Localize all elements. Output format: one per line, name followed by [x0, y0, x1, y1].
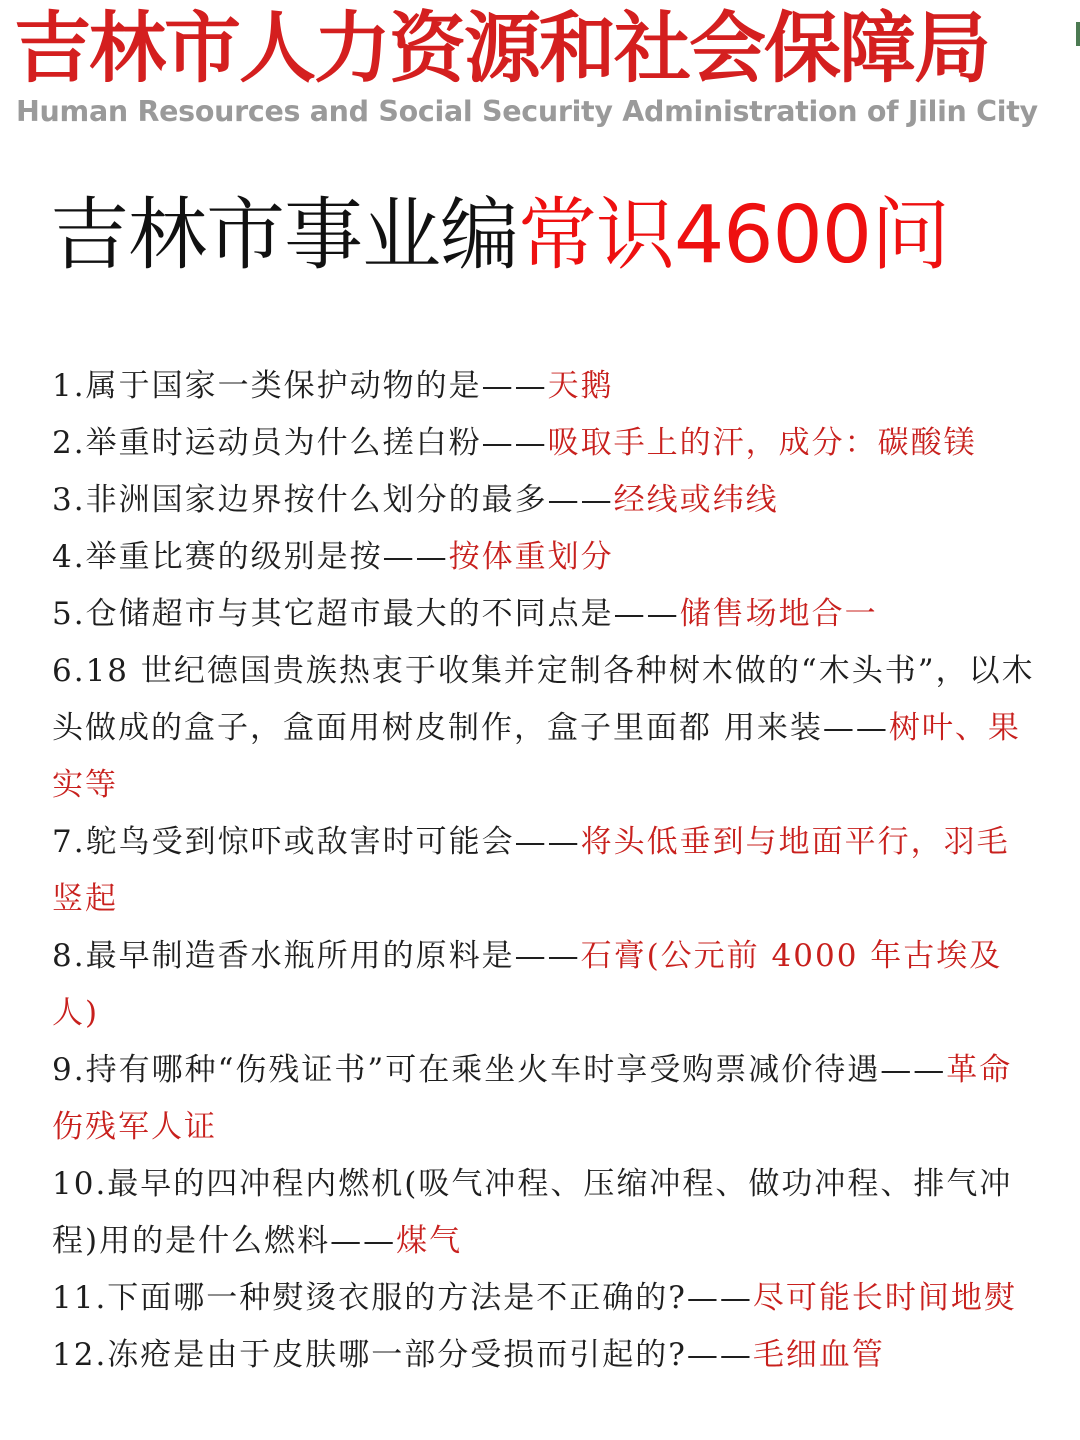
answer-text: 按体重划分: [448, 539, 614, 575]
list-item: [52, 1156, 1042, 1270]
answer-text: 经线或纬线: [613, 482, 779, 518]
answer-text: 将头低垂到与地面平行，羽毛竖起: [52, 824, 1010, 917]
list-item: [52, 1327, 1042, 1384]
question-text: 1.属于国家一类保护动物的是——: [52, 368, 548, 404]
list-item: [52, 586, 1042, 643]
page-title: [50, 180, 949, 290]
question-text: 2.举重时运动员为什么搓白粉——: [52, 425, 548, 461]
question-text: 7.鸵鸟受到惊吓或敌害时可能会——: [52, 824, 581, 860]
corner-mark: [1076, 22, 1080, 46]
list-item: [52, 1270, 1042, 1327]
answer-text: 毛细血管: [752, 1337, 885, 1373]
list-item: [52, 358, 1042, 415]
question-text: 11.下面哪一种熨烫衣服的方法是不正确的?——: [52, 1280, 753, 1316]
question-text: 3.非洲国家边界按什么划分的最多——: [52, 482, 614, 518]
question-text: 12.冻疮是由于皮肤哪一部分受损而引起的?——: [52, 1337, 753, 1373]
list-item: [52, 472, 1042, 529]
answer-text: 革命伤残军人证: [52, 1052, 1013, 1145]
list-item: [52, 415, 1042, 472]
answer-text: 尽可能长时间地熨: [752, 1280, 1017, 1316]
answer-text: 煤气: [396, 1223, 463, 1259]
answer-text: 树叶、果实等: [52, 710, 1021, 803]
organization-title: 吉林市人力资源和社会保障局: [14, 5, 989, 94]
answer-text: 吸取手上的汗，成分：碳酸镁: [547, 425, 977, 461]
question-text: 9.持有哪种“伤残证书”可在乘坐火车时享受购票减价待遇——: [52, 1052, 947, 1088]
list-item: [52, 643, 1042, 814]
list-item: [52, 529, 1042, 586]
question-text: 10.最早的四冲程内燃机(吸气冲程、压缩冲程、做功冲程、排气冲程)用的是什么燃料——: [52, 1166, 1013, 1259]
page-title-black: 吉林市事业编: [50, 189, 518, 281]
organization-subtitle: Human Resources and Social Security Administration of Jilin City: [16, 95, 1038, 128]
question-list: [52, 358, 1042, 1384]
list-item: [52, 814, 1042, 928]
question-text: 5.仓储超市与其它超市最大的不同点是——: [52, 596, 680, 632]
list-item: [52, 1042, 1042, 1156]
question-text: 8.最早制造香水瓶所用的原料是——: [52, 938, 581, 974]
list-item: [52, 928, 1042, 1042]
question-text: 6.18 世纪德国贵族热衷于收集并定制各种树木做的“木头书”，以木头做成的盒子，盒面用树皮制作，盒子里面都 用来装——: [52, 653, 1035, 746]
question-text: 4.举重比赛的级别是按——: [52, 539, 449, 575]
answer-text: 天鹅: [547, 368, 614, 404]
answer-text: 石膏(公元前 4000 年古埃及人): [52, 938, 1003, 1031]
page-title-red: 常识4600问: [518, 189, 950, 281]
answer-text: 储售场地合一: [679, 596, 878, 632]
